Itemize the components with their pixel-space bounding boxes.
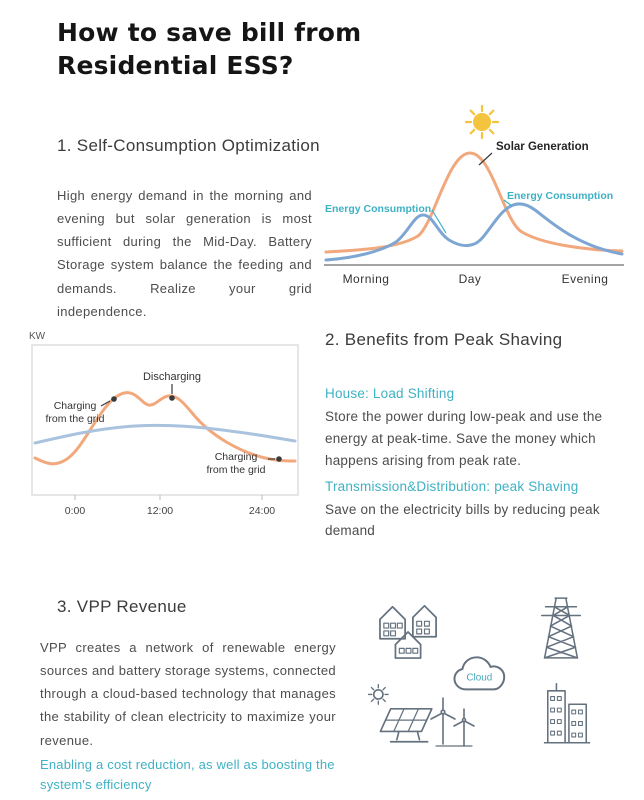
grid-power-curve — [35, 425, 295, 443]
solar-generation-label: Solar Generation — [496, 141, 589, 153]
energy-consumption-label-left: Energy Consumption — [325, 203, 432, 215]
charging-right-marker-dot — [276, 456, 282, 462]
x-label-evening: Evening — [561, 272, 609, 286]
charging-left-label-line1: Charging — [53, 400, 97, 412]
section2-text-column — [325, 330, 623, 549]
section1-body: High energy demand in the morning and evening but solar generation is most sufficient during the Mid-Day. Battery Storage system balance the feeding and demands. Realize your grid independence. — [57, 188, 312, 319]
transmission-distribution-body: Save on the electricity bills by reducing peak demand — [325, 501, 600, 539]
sun-icon — [466, 106, 498, 138]
transmission-tower-icon — [534, 594, 588, 662]
vpp-illustration — [358, 592, 634, 772]
x-label-morning: Morning — [342, 272, 390, 286]
peak-shaving-chart — [25, 328, 310, 523]
house-load-shifting-title: House: Load Shifting — [325, 386, 455, 401]
charging-left-label-line2: from the grid — [45, 413, 105, 425]
energy-consumption-label-right: Energy Consumption — [507, 190, 614, 202]
section3-heading: 3. VPP Revenue — [57, 597, 187, 616]
houses-icon — [378, 600, 440, 660]
house-load-shifting-body: Store the power during low-peak and use the energy at peak-time. Save the money which happens arising from peak rate. — [325, 409, 603, 468]
vpp-body: VPP creates a network of renewable energy sources and battery storage systems, connected through a cloud-based technology that manages the stability of clean electricity to maximize your revenue. — [40, 640, 336, 748]
buildings-icon — [542, 674, 592, 748]
y-axis-unit-label: KW — [29, 331, 46, 342]
charging-right-label-line1: Charging — [214, 451, 258, 463]
transmission-distribution-title: Transmission&Distribution: peak Shaving — [325, 478, 579, 494]
cloud-icon — [450, 654, 512, 696]
section1-heading: 1. Self-Consumption Optimization — [57, 136, 320, 155]
section2-heading: 2. Benefits from Peak Shaving — [325, 330, 563, 349]
x-tick-12: 12:00 — [146, 505, 174, 517]
discharging-marker-dot — [169, 395, 175, 401]
self-consumption-chart — [318, 100, 630, 290]
section3-text-column — [40, 636, 336, 795]
discharging-label: Discharging — [142, 371, 202, 383]
vpp-highlight: Enabling a cost reduction, as well as boosting the system's efficiency — [40, 756, 335, 792]
page-title: How to save bill from Residential ESS? — [57, 18, 362, 80]
x-tick-0: 0:00 — [64, 505, 86, 517]
x-label-day: Day — [458, 272, 482, 286]
charging-left-marker-dot — [111, 396, 117, 402]
cloud-label: Cloud — [466, 672, 493, 684]
charging-right-label-line2: from the grid — [206, 464, 266, 476]
wind-turbine-icon — [428, 692, 476, 750]
x-tick-24: 24:00 — [248, 505, 276, 517]
